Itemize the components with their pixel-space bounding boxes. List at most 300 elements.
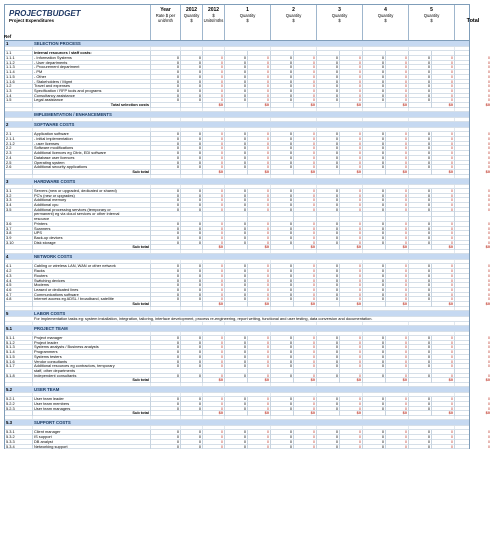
qty-value[interactable]: 0 [363,80,386,85]
qty-cell[interactable]: 0 [181,297,203,302]
qty-value[interactable]: 0 [317,98,340,103]
qty-cell[interactable]: 0 [181,430,203,435]
qty-value[interactable]: 0 [317,341,340,346]
qty-cell[interactable]: 0 [181,288,203,293]
qty-value[interactable]: 0 [225,84,248,89]
qty-value[interactable]: 0 [409,146,432,151]
qty-value[interactable]: 0 [317,288,340,293]
qty-value[interactable]: 0 [225,445,248,450]
qty-value[interactable]: 0 [271,435,294,440]
qty-value[interactable]: 0 [225,146,248,151]
qty-value[interactable]: 0 [317,445,340,450]
qty-value[interactable]: 0 [409,165,432,170]
qty-value[interactable]: 0 [317,283,340,288]
year-cell[interactable] [363,445,409,450]
qty-value[interactable]: 0 [409,445,432,450]
qty-cell[interactable]: 0 [181,142,203,147]
qty-value[interactable]: 0 [409,402,432,407]
qty-value[interactable]: 0 [363,151,386,156]
qty-value[interactable]: 0 [363,227,386,232]
qty-value[interactable]: 0 [225,279,248,284]
qty-value[interactable]: 0 [225,341,248,346]
qty-value[interactable]: 0 [363,293,386,298]
rate-cell[interactable]: 0 [151,227,181,232]
qty-value[interactable]: 0 [409,440,432,445]
qty-value[interactable]: 0 [271,89,294,94]
qty-value[interactable]: 0 [363,297,386,302]
qty-cell[interactable]: 0 [181,231,203,236]
rate-cell[interactable]: 0 [151,132,181,137]
qty-value[interactable]: 0 [363,440,386,445]
qty-value[interactable]: 0 [409,341,432,346]
qty-cell[interactable]: 0 [181,440,203,445]
qty-value[interactable]: 0 [363,435,386,440]
qty-value[interactable]: 0 [225,65,248,70]
qty-cell[interactable]: 0 [181,350,203,355]
rate-cell[interactable]: 0 [151,445,181,450]
qty-value[interactable]: 0 [363,156,386,161]
qty-value[interactable]: 0 [317,345,340,350]
qty-value[interactable]: 0 [363,402,386,407]
qty-cell[interactable]: 0 [181,84,203,89]
rate-cell[interactable]: 0 [151,288,181,293]
qty-value[interactable]: 0 [317,89,340,94]
qty-value[interactable]: 0 [271,269,294,274]
qty-value[interactable]: 0 [225,80,248,85]
qty-value[interactable]: 0 [225,132,248,137]
qty-cell[interactable]: 0 [181,402,203,407]
qty-cell[interactable]: 0 [181,374,203,379]
rate-cell[interactable]: 0 [151,165,181,170]
qty-value[interactable]: 0 [271,336,294,341]
qty-cell[interactable]: 0 [181,194,203,199]
qty-value[interactable]: 0 [317,227,340,232]
qty-value[interactable]: 0 [409,297,432,302]
qty-cell[interactable]: 0 [181,274,203,279]
qty-value[interactable]: 0 [225,98,248,103]
qty-value[interactable]: 0 [225,350,248,355]
qty-value[interactable]: 0 [363,231,386,236]
qty-value[interactable]: 0 [363,341,386,346]
qty-value[interactable]: 0 [409,61,432,66]
qty-cell[interactable]: 0 [181,189,203,194]
rate-cell[interactable]: 0 [151,89,181,94]
qty-value[interactable]: 0 [363,222,386,227]
qty-value[interactable]: 0 [225,222,248,227]
qty-value[interactable]: 0 [409,355,432,360]
qty-value[interactable]: 0 [271,146,294,151]
qty-value[interactable]: 0 [271,236,294,241]
qty-value[interactable]: 0 [363,189,386,194]
qty-value[interactable]: 0 [409,241,432,246]
qty-value[interactable]: 0 [225,198,248,203]
qty-cell[interactable]: 0 [181,98,203,103]
qty-value[interactable]: 0 [409,84,432,89]
qty-value[interactable]: 0 [317,297,340,302]
qty-value[interactable]: 0 [225,345,248,350]
qty-value[interactable]: 0 [363,236,386,241]
rate-cell[interactable]: 0 [151,274,181,279]
qty-cell[interactable]: 0 [181,241,203,246]
qty-value[interactable]: 0 [409,374,432,379]
qty-cell[interactable]: 0 [181,151,203,156]
rate-cell[interactable]: 0 [151,279,181,284]
rate-cell[interactable]: 0 [151,56,181,61]
qty-value[interactable]: 0 [271,208,294,213]
qty-value[interactable]: 0 [409,274,432,279]
qty-cell[interactable]: 0 [181,56,203,61]
qty-value[interactable]: 0 [271,293,294,298]
qty-value[interactable]: 0 [409,283,432,288]
rate-cell[interactable]: 0 [151,151,181,156]
qty-cell[interactable]: 0 [181,137,203,142]
qty-value[interactable]: 0 [363,283,386,288]
rate-cell[interactable]: 0 [151,75,181,80]
qty-value[interactable]: 0 [271,75,294,80]
qty-value[interactable]: 0 [317,137,340,142]
qty-value[interactable]: 0 [225,156,248,161]
qty-value[interactable]: 0 [271,189,294,194]
qty-value[interactable]: 0 [317,208,340,213]
rate-cell[interactable]: 0 [151,355,181,360]
qty-value[interactable]: 0 [409,203,432,208]
qty-value[interactable]: 0 [409,198,432,203]
qty-value[interactable]: 0 [363,345,386,350]
qty-value[interactable]: 0 [271,161,294,166]
qty-value[interactable]: 0 [225,269,248,274]
qty-value[interactable]: 0 [363,65,386,70]
rate-cell[interactable]: 0 [151,360,181,365]
qty-cell[interactable]: 0 [181,161,203,166]
qty-value[interactable]: 0 [225,203,248,208]
qty-value[interactable]: 0 [409,222,432,227]
qty-value[interactable]: 0 [271,156,294,161]
qty-value[interactable]: 0 [317,165,340,170]
qty-value[interactable]: 0 [363,165,386,170]
rate-cell[interactable]: 0 [151,222,181,227]
qty-value[interactable]: 0 [317,274,340,279]
qty-value[interactable]: 0 [225,61,248,66]
qty-value[interactable]: 0 [363,203,386,208]
qty-value[interactable]: 0 [225,435,248,440]
qty-value[interactable]: 0 [363,445,386,450]
qty-cell[interactable]: 0 [181,355,203,360]
qty-value[interactable]: 0 [271,355,294,360]
qty-value[interactable]: 0 [317,94,340,99]
qty-value[interactable]: 0 [317,151,340,156]
qty-value[interactable]: 0 [225,283,248,288]
year-cell[interactable] [271,445,317,450]
qty-cell[interactable]: 0 [181,227,203,232]
qty-value[interactable]: 0 [317,56,340,61]
qty-value[interactable]: 0 [363,70,386,75]
qty-value[interactable]: 0 [317,440,340,445]
qty-value[interactable]: 0 [225,402,248,407]
qty-value[interactable]: 0 [363,269,386,274]
rate-cell[interactable]: 0 [151,80,181,85]
qty-value[interactable]: 0 [225,360,248,365]
qty-value[interactable]: 0 [317,75,340,80]
qty-value[interactable]: 0 [225,194,248,199]
qty-value[interactable]: 0 [409,142,432,147]
qty-cell[interactable]: 0 [181,364,203,369]
qty-cell[interactable]: 0 [181,407,203,412]
qty-value[interactable]: 0 [271,430,294,435]
qty-value[interactable]: 0 [271,222,294,227]
qty-value[interactable]: 0 [317,156,340,161]
qty-value[interactable]: 0 [225,231,248,236]
qty-cell[interactable]: 0 [181,397,203,402]
qty-value[interactable]: 0 [317,61,340,66]
qty-value[interactable]: 0 [225,274,248,279]
rate-cell[interactable]: 0 [151,189,181,194]
qty-value[interactable]: 0 [363,94,386,99]
qty-cell[interactable]: 0 [181,156,203,161]
qty-value[interactable]: 0 [271,203,294,208]
rate-cell[interactable]: 0 [151,94,181,99]
qty-value[interactable]: 0 [271,98,294,103]
qty-cell[interactable]: 0 [181,336,203,341]
qty-value[interactable]: 0 [409,208,432,213]
qty-value[interactable]: 0 [317,189,340,194]
qty-value[interactable]: 0 [271,61,294,66]
qty-value[interactable]: 0 [271,374,294,379]
qty-value[interactable]: 0 [409,336,432,341]
qty-value[interactable]: 0 [317,65,340,70]
qty-value[interactable]: 0 [271,142,294,147]
qty-value[interactable]: 0 [271,264,294,269]
qty-value[interactable]: 0 [409,279,432,284]
qty-value[interactable]: 0 [409,70,432,75]
qty-value[interactable]: 0 [363,355,386,360]
qty-value[interactable]: 0 [409,364,432,369]
qty-value[interactable]: 0 [317,279,340,284]
qty-value[interactable]: 0 [225,293,248,298]
qty-value[interactable]: 0 [409,350,432,355]
qty-value[interactable]: 0 [317,132,340,137]
qty-value[interactable]: 0 [409,264,432,269]
qty-value[interactable]: 0 [409,75,432,80]
rate-cell[interactable]: 0 [151,137,181,142]
qty-value[interactable]: 0 [363,350,386,355]
qty-value[interactable]: 0 [409,89,432,94]
rate-cell[interactable]: 0 [151,156,181,161]
qty-value[interactable]: 0 [409,56,432,61]
qty-value[interactable]: 0 [317,360,340,365]
qty-value[interactable]: 0 [409,94,432,99]
qty-value[interactable]: 0 [317,407,340,412]
qty-value[interactable]: 0 [409,345,432,350]
qty-value[interactable]: 0 [225,151,248,156]
qty-value[interactable]: 0 [317,142,340,147]
qty-value[interactable]: 0 [271,274,294,279]
qty-value[interactable]: 0 [271,397,294,402]
qty-value[interactable]: 0 [363,264,386,269]
rate-cell[interactable]: 0 [151,98,181,103]
rate-cell[interactable]: 0 [151,297,181,302]
qty-value[interactable]: 0 [409,156,432,161]
qty-value[interactable]: 0 [409,227,432,232]
qty-value[interactable]: 0 [271,80,294,85]
qty-value[interactable]: 0 [409,407,432,412]
qty-value[interactable]: 0 [363,198,386,203]
rate-cell[interactable]: 0 [151,264,181,269]
qty-cell[interactable]: 0 [181,203,203,208]
qty-value[interactable]: 0 [225,430,248,435]
qty-value[interactable]: 0 [225,297,248,302]
qty-value[interactable]: 0 [317,203,340,208]
qty-value[interactable]: 0 [363,142,386,147]
qty-value[interactable]: 0 [271,445,294,450]
qty-value[interactable]: 0 [363,61,386,66]
qty-value[interactable]: 0 [317,269,340,274]
qty-value[interactable]: 0 [409,430,432,435]
qty-value[interactable]: 0 [317,435,340,440]
year-cell[interactable] [409,445,455,450]
qty-value[interactable]: 0 [225,137,248,142]
qty-value[interactable]: 0 [225,336,248,341]
rate-cell[interactable]: 0 [151,161,181,166]
qty-value[interactable]: 0 [271,70,294,75]
qty-value[interactable]: 0 [409,132,432,137]
rate-cell[interactable]: 0 [151,374,181,379]
qty-value[interactable]: 0 [225,208,248,213]
rate-cell[interactable]: 0 [151,269,181,274]
rate-cell[interactable]: 0 [151,350,181,355]
qty-cell[interactable]: 0 [181,345,203,350]
qty-value[interactable]: 0 [317,194,340,199]
qty-cell[interactable]: 0 [181,283,203,288]
qty-value[interactable]: 0 [409,137,432,142]
qty-value[interactable]: 0 [363,360,386,365]
qty-value[interactable]: 0 [271,198,294,203]
qty-cell[interactable]: 0 [181,269,203,274]
rate-cell[interactable]: 0 [151,61,181,66]
qty-value[interactable]: 0 [409,288,432,293]
qty-cell[interactable]: 0 [181,360,203,365]
qty-value[interactable]: 0 [317,80,340,85]
qty-value[interactable]: 0 [225,161,248,166]
qty-value[interactable]: 0 [409,161,432,166]
qty-value[interactable]: 0 [271,165,294,170]
qty-cell[interactable]: 0 [181,165,203,170]
qty-value[interactable]: 0 [409,194,432,199]
year-cell[interactable] [225,445,271,450]
qty-cell[interactable]: 0 [181,80,203,85]
qty-value[interactable]: 0 [363,137,386,142]
qty-value[interactable]: 0 [363,336,386,341]
qty-value[interactable]: 0 [363,208,386,213]
qty-value[interactable]: 0 [271,297,294,302]
rate-cell[interactable]: 0 [151,208,181,213]
qty-value[interactable]: 0 [317,241,340,246]
qty-value[interactable]: 0 [363,407,386,412]
qty-value[interactable]: 0 [271,279,294,284]
qty-value[interactable]: 0 [271,137,294,142]
qty-value[interactable]: 0 [317,198,340,203]
rate-cell[interactable]: 0 [151,397,181,402]
qty-cell[interactable]: 0 [181,65,203,70]
qty-cell[interactable]: 0 [181,89,203,94]
qty-value[interactable]: 0 [363,56,386,61]
qty-value[interactable]: 0 [317,364,340,369]
qty-cell[interactable]: 0 [181,222,203,227]
rate-cell[interactable]: 0 [151,402,181,407]
qty-value[interactable]: 0 [271,194,294,199]
qty-value[interactable]: 0 [271,360,294,365]
year-cell[interactable] [317,445,363,450]
qty-value[interactable]: 0 [225,288,248,293]
qty-cell[interactable]: 0 [181,293,203,298]
qty-value[interactable]: 0 [363,194,386,199]
qty-value[interactable]: 0 [225,407,248,412]
qty-value[interactable]: 0 [409,360,432,365]
qty-value[interactable]: 0 [225,227,248,232]
rate-cell[interactable]: 0 [151,293,181,298]
qty-value[interactable]: 0 [317,222,340,227]
qty-value[interactable]: 0 [271,407,294,412]
rate-cell[interactable]: 0 [151,440,181,445]
rate-cell[interactable]: 0 [151,241,181,246]
qty-value[interactable]: 0 [225,89,248,94]
qty-value[interactable]: 0 [317,350,340,355]
qty-value[interactable]: 0 [225,189,248,194]
rate-cell[interactable]: 0 [151,407,181,412]
rate-cell[interactable]: 0 [151,70,181,75]
qty-value[interactable]: 0 [271,151,294,156]
qty-value[interactable]: 0 [317,374,340,379]
qty-cell[interactable]: 0 [181,279,203,284]
qty-value[interactable]: 0 [409,65,432,70]
rate-cell[interactable]: 0 [151,142,181,147]
qty-value[interactable]: 0 [317,430,340,435]
qty-value[interactable]: 0 [409,151,432,156]
qty-value[interactable]: 0 [317,84,340,89]
qty-value[interactable]: 0 [363,89,386,94]
qty-value[interactable]: 0 [271,65,294,70]
rate-cell[interactable]: 0 [151,84,181,89]
rate-cell[interactable]: 0 [151,231,181,236]
qty-value[interactable]: 0 [363,274,386,279]
qty-cell[interactable]: 0 [181,264,203,269]
qty-value[interactable]: 0 [271,440,294,445]
qty-cell[interactable]: 0 [181,445,203,450]
qty-value[interactable]: 0 [363,146,386,151]
qty-value[interactable]: 0 [409,231,432,236]
qty-cell[interactable]: 0 [181,198,203,203]
qty-value[interactable]: 0 [271,341,294,346]
qty-value[interactable]: 0 [317,355,340,360]
rate-cell[interactable]: 0 [151,345,181,350]
qty-value[interactable]: 0 [317,293,340,298]
qty-value[interactable]: 0 [225,241,248,246]
rate-cell[interactable]: 0 [151,283,181,288]
qty-value[interactable]: 0 [271,345,294,350]
qty-value[interactable]: 0 [225,364,248,369]
qty-value[interactable]: 0 [317,70,340,75]
qty-value[interactable]: 0 [363,397,386,402]
qty-value[interactable]: 0 [409,269,432,274]
qty-value[interactable]: 0 [363,241,386,246]
qty-cell[interactable]: 0 [181,70,203,75]
qty-cell[interactable]: 0 [181,236,203,241]
qty-value[interactable]: 0 [271,241,294,246]
qty-value[interactable]: 0 [225,165,248,170]
qty-cell[interactable]: 0 [181,75,203,80]
qty-value[interactable]: 0 [363,84,386,89]
rate-cell[interactable]: 0 [151,198,181,203]
qty-value[interactable]: 0 [317,236,340,241]
